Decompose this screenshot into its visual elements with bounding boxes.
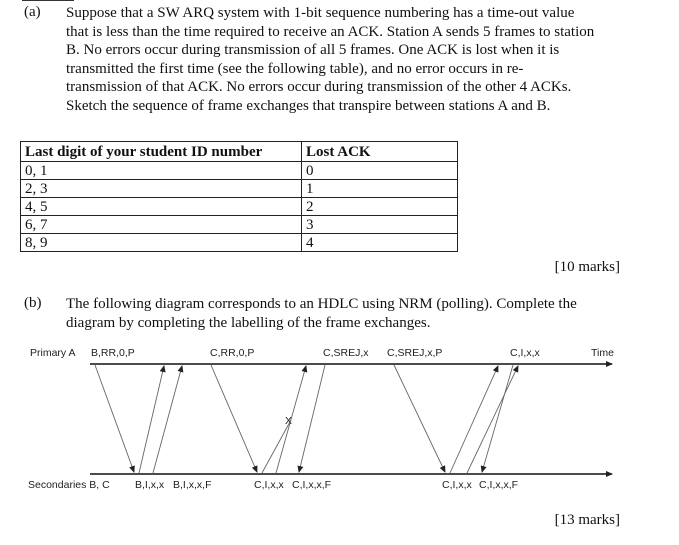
part-b-label: (b) [24, 295, 42, 311]
secondary-label: Secondaries B, C [28, 479, 110, 491]
part-a-line: that is less than the time required to receive an ACK. Station A sends 5 frames to station [66, 23, 595, 40]
table-cell: 2, 3 [21, 180, 302, 198]
frame-arrow-up [467, 366, 518, 473]
part-a-line: B. No errors occur during transmission of all 5 frames. One ACK is lost when it is [66, 42, 560, 59]
top-frame-label: C,SREJ,x,P [387, 347, 443, 359]
bottom-frame-label: C,I,x,x [254, 479, 284, 491]
bottom-frame-label: C,I,x,x [442, 479, 472, 491]
lost-frame-marker: X [285, 415, 293, 427]
top-frame-label: C,I,x,x [510, 347, 540, 359]
frame-arrow-down [95, 365, 134, 472]
header-student-id: Last digit of your student ID number [21, 142, 302, 162]
frame-arrow-up [153, 366, 182, 473]
bottom-frame-label: B,I,x,x [135, 479, 165, 491]
header-lost-ack: Lost ACK [302, 142, 458, 162]
part-a-line: Suppose that a SW ARQ system with 1-bit sequence numbering has a time-out value [66, 5, 575, 21]
top-frame-label: C,SREJ,x [323, 347, 369, 359]
table-cell: 0 [302, 162, 458, 180]
table-cell: 3 [302, 216, 458, 234]
table-cell: 2 [302, 198, 458, 216]
table-cell: 4 [302, 234, 458, 252]
part-a-label: (a) [24, 4, 41, 20]
table-cell: 8, 9 [21, 234, 302, 252]
table-cell: 1 [302, 180, 458, 198]
frame-arrow-down [211, 365, 257, 472]
top-frame-label: B,RR,0,P [91, 347, 135, 359]
top-frame-label: C,RR,0,P [210, 347, 255, 359]
part-b-line: diagram by completing the labelling of the frame exchanges. [66, 314, 431, 331]
part-a-line: transmitted the first time (see the following table), and no error occurs in re- [66, 60, 524, 77]
part-b-marks: [13 marks] [554, 512, 620, 528]
frame-arrow-down [299, 365, 325, 472]
frame-arrow-up [450, 366, 498, 473]
bottom-frame-label: C,I,x,x,F [292, 479, 332, 491]
table-cell: 6, 7 [21, 216, 302, 234]
time-label: Time [591, 347, 614, 359]
frame-arrow-up [139, 366, 164, 473]
primary-label: Primary A [30, 347, 76, 359]
part-a-line: Sketch the sequence of frame exchanges that transpire between stations A and B. [66, 97, 551, 114]
lost-frame-arrow [262, 420, 291, 473]
frame-arrow-down [482, 365, 513, 472]
part-b-line: The following diagram corresponds to an HDLC using NRM (polling). Complete the [66, 296, 577, 312]
table-cell: 4, 5 [21, 198, 302, 216]
bottom-frame-label: C,I,x,x,F [479, 479, 519, 491]
part-a-line: transmission of that ACK. No errors occur during transmission of the other 4 ACKs. [66, 79, 572, 96]
table-cell: 0, 1 [21, 162, 302, 180]
frame-arrow-down [394, 365, 445, 472]
bottom-frame-label: B,I,x,x,F [173, 479, 212, 491]
part-a-marks: [10 marks] [554, 259, 620, 275]
